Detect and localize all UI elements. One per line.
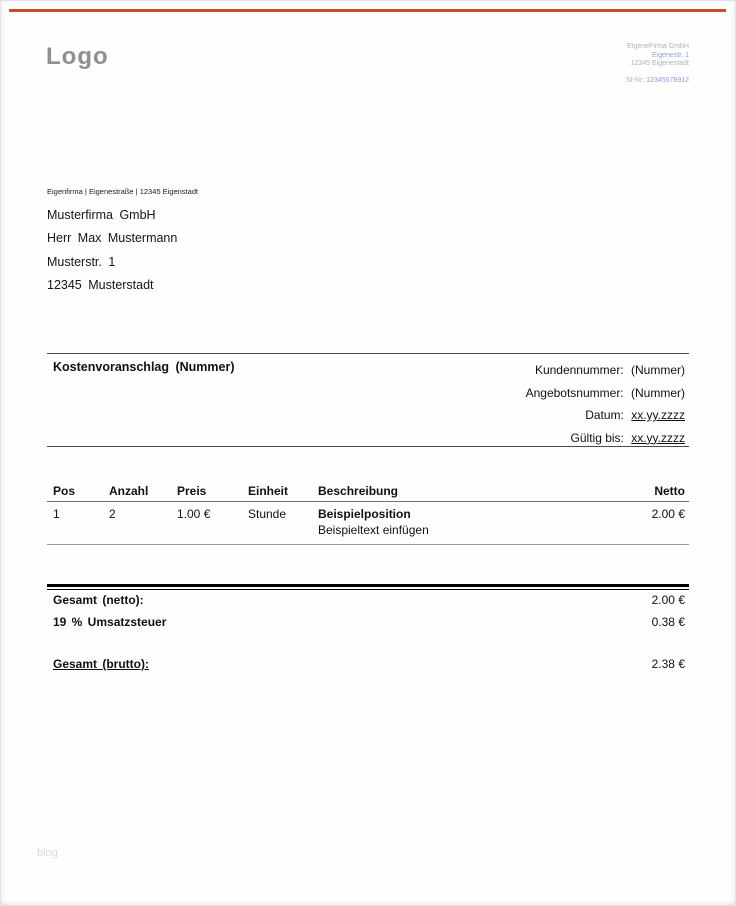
tax-number: 12345678912 [646,76,689,84]
col-header-einheit: Einheit [248,484,289,498]
meta-row-valid-until [526,427,685,450]
accent-rule [9,9,726,12]
total-gross-value: 2.38 € [651,657,685,671]
col-header-netto: Netto [654,484,685,498]
table-row [47,502,689,545]
company-info-block [626,43,689,85]
total-net-label: Gesamt (netto): [53,593,144,607]
meta-row-offer-number [526,382,685,405]
recipient-address-block [47,204,177,298]
cell-anzahl: 2 [109,507,116,521]
tax-label: St-Nr: [625,76,645,84]
total-net-row [47,593,689,607]
col-header-pos: Pos [53,484,76,498]
vat-value: 0.38 € [651,615,685,629]
cell-preis: 1.00 € [177,507,211,521]
cell-beschreibung [318,507,601,538]
line-items-table [47,478,689,545]
cell-einheit: Stunde [248,507,287,521]
meta-row-customer-number [526,359,685,382]
col-header-preis: Preis [177,484,207,498]
cell-netto: 2.00 € [651,507,685,521]
document-title: Kostenvoranschlag (Nummer) [53,360,235,374]
meta-row-date [526,404,685,427]
meta-label: Kundennummer: [534,363,624,377]
vat-label: 19 % Umsatzsteuer [53,615,167,629]
col-header-beschreibung: Beschreibung [318,484,399,498]
recipient-street: Musterstr. 1 [47,254,116,269]
meta-value: (Nummer) [631,363,685,377]
company-city: 12345 Eigenestadt [630,60,689,67]
meta-label: Gültig bis: [570,430,624,445]
total-gross-row [47,657,689,671]
vat-row [47,615,689,629]
sender-return-address: Eigenfirma | Eigenestraße | 12345 Eigenstadt [47,187,199,196]
totals-separator-rule [47,584,689,590]
recipient-company: Musterfirma GmbH [47,208,156,222]
meta-label: Angebotsnummer: [525,385,624,400]
item-title: Beispielposition [318,507,411,521]
logo-text: Logo [46,43,109,70]
meta-value: (Nummer) [631,385,685,400]
cell-pos: 1 [53,507,60,521]
company-name: EigeneFirma GmbH [627,43,689,50]
watermark-text: blog [37,847,58,859]
total-net-value: 2.00 € [651,593,685,607]
tax-line [626,77,689,86]
meta-label: Datum: [585,408,624,423]
meta-value: xx.yy.zzzz [631,430,685,445]
recipient-city: 12345 Musterstadt [47,278,154,293]
company-street: Eigenestr. 1 [652,51,689,59]
table-header-row [47,478,689,502]
meta-rows [526,359,685,449]
meta-value: xx.yy.zzzz [631,408,685,423]
total-gross-label: Gesamt (brutto): [53,657,149,671]
recipient-person: Herr Max Mustermann [47,231,178,246]
item-description: Beispieltext einfügen [318,522,429,537]
document-meta-section [47,353,689,447]
col-header-anzahl: Anzahl [109,484,149,498]
